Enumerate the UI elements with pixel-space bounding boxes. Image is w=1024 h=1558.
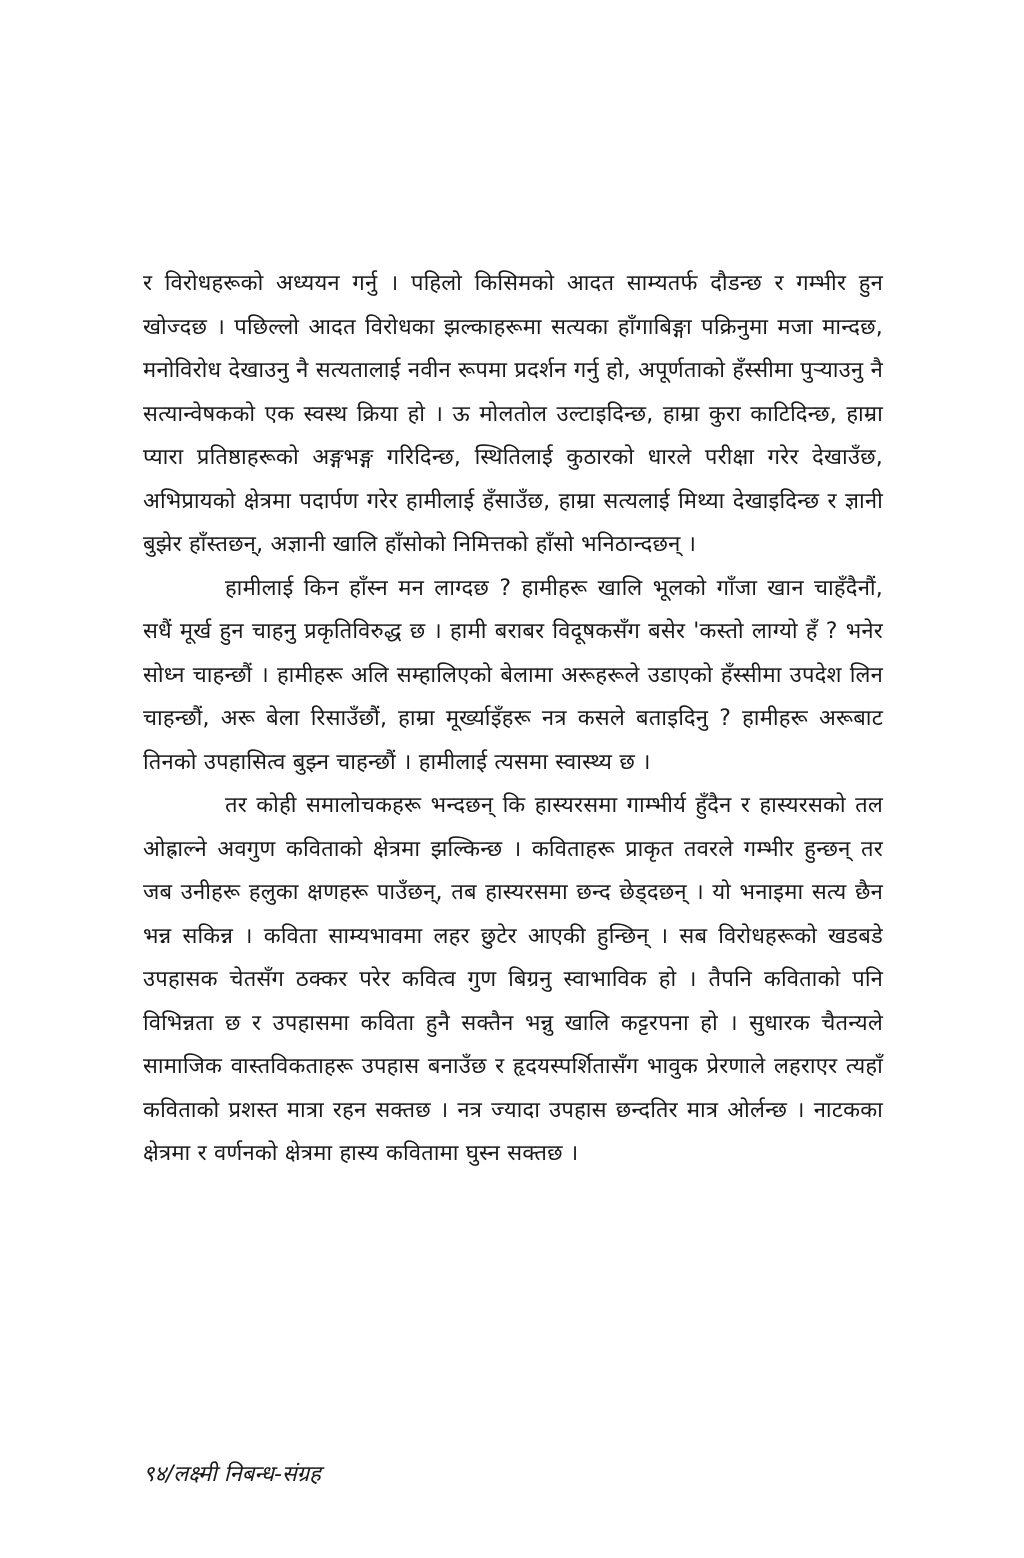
page-footer: ९४/लक्ष्मी निबन्ध-संग्रह <box>143 1462 321 1487</box>
paragraph-1: र विरोधहरूको अध्ययन गर्नु । पहिलो किसिमको आदत साम्यतर्फ दौडन्छ र गम्भीर हुन खोज्दछ । पछिल्लो आदत विरोधका झल्काहरूमा सत्यका हाँगाबिङ्गा पक्रिनुमा मजा मान्दछ, मनोविरोध देखाउनु नै सत्यतालाई नवीन रूपमा प्रदर्शन गर्नु हो, अपूर्णताको हँस्सीमा पुऱ्याउनु नै सत्यान्वेषकको एक स्वस्थ क्रिया हो । ऊ मोलतोल उल्टाइदिन्छ, हाम्रा कुरा काटिदिन्छ, हाम्रा प्यारा प्रतिष्ठाहरूको अङ्गभङ्ग गरिदिन्छ, स्थितिलाई कुठारको धारले परीक्षा गरेर देखाउँछ, अभिप्रायको क्षेत्रमा पदार्पण गरेर हामीलाई हँसाउँछ, हाम्रा सत्यलाई मिथ्या देखाइदिन्छ र ज्ञानी बुझेर हाँस्तछन्, अज्ञानी खालि हाँसोको निमित्तको हाँसो भनिठान्दछन् । <box>143 271 883 557</box>
body-text <box>143 262 883 1176</box>
paragraph-2: हामीलाई किन हाँस्न मन लाग्दछ ? हामीहरू खालि भूलको गाँजा खान चाहँदैनौं, सधैं मूर्ख हुन चाहनु प्रकृतिविरुद्ध छ । हामी बराबर विदूषकसँग बसेर 'कस्तो लाग्यो हँ ? भनेर सोध्न चाहन्छौं । हामीहरू अलि सम्हालिएको बेलामा अरूहरूले उडाएको हँस्सीमा उपदेश लिन चाहन्छौं, अरू बेला रिसाउँछौं, हाम्रा मूर्ख्याइँहरू नत्र कसले बताइदिनु ? हामीहरू अरूबाट तिनको उपहासित्व बुझ्न चाहन्छौं । हामीलाई त्यसमा स्वास्थ्य छ । <box>143 575 883 775</box>
paragraph-3: तर कोही समालोचकहरू भन्दछन् कि हास्यरसमा गाम्भीर्य हुँदैन र हास्यरसको तल ओह्राल्ने अवगुण कविताको क्षेत्रमा झल्किन्छ । कविताहरू प्राकृत तवरले गम्भीर हुन्छन् तर जब उनीहरू हलुका क्षणहरू पाउँछन्, तब हास्यरसमा छन्द छेड्दछन् । यो भनाइमा सत्य छैन भन्न सकिन्न । कविता साम्यभावमा लहर छुटेर आएकी हुन्छिन् । सब विरोधहरूको खडबडे उपहासक चेतसँग ठक्कर परेर कवित्व गुण बिग्रनु स्वाभाविक हो । तैपनि कविताको पनि विभिन्नता छ र उपहासमा कविता हुनै सक्तैन भन्नु खालि कट्टरपना हो । सुधारक चैतन्यले सामाजिक वास्तविकताहरू उपहास बनाउँछ र हृदयस्पर्शितासँग भावुक प्रेरणाले लहराएर त्यहाँ कविताको प्रशस्त मात्रा रहन सक्तछ । नत्र ज्यादा उपहास छन्दतिर मात्र ओर्लन्छ । नाटकका क्षेत्रमा र वर्णनको क्षेत्रमा हास्य कवितामा घुस्न सक्तछ । <box>143 793 883 1166</box>
